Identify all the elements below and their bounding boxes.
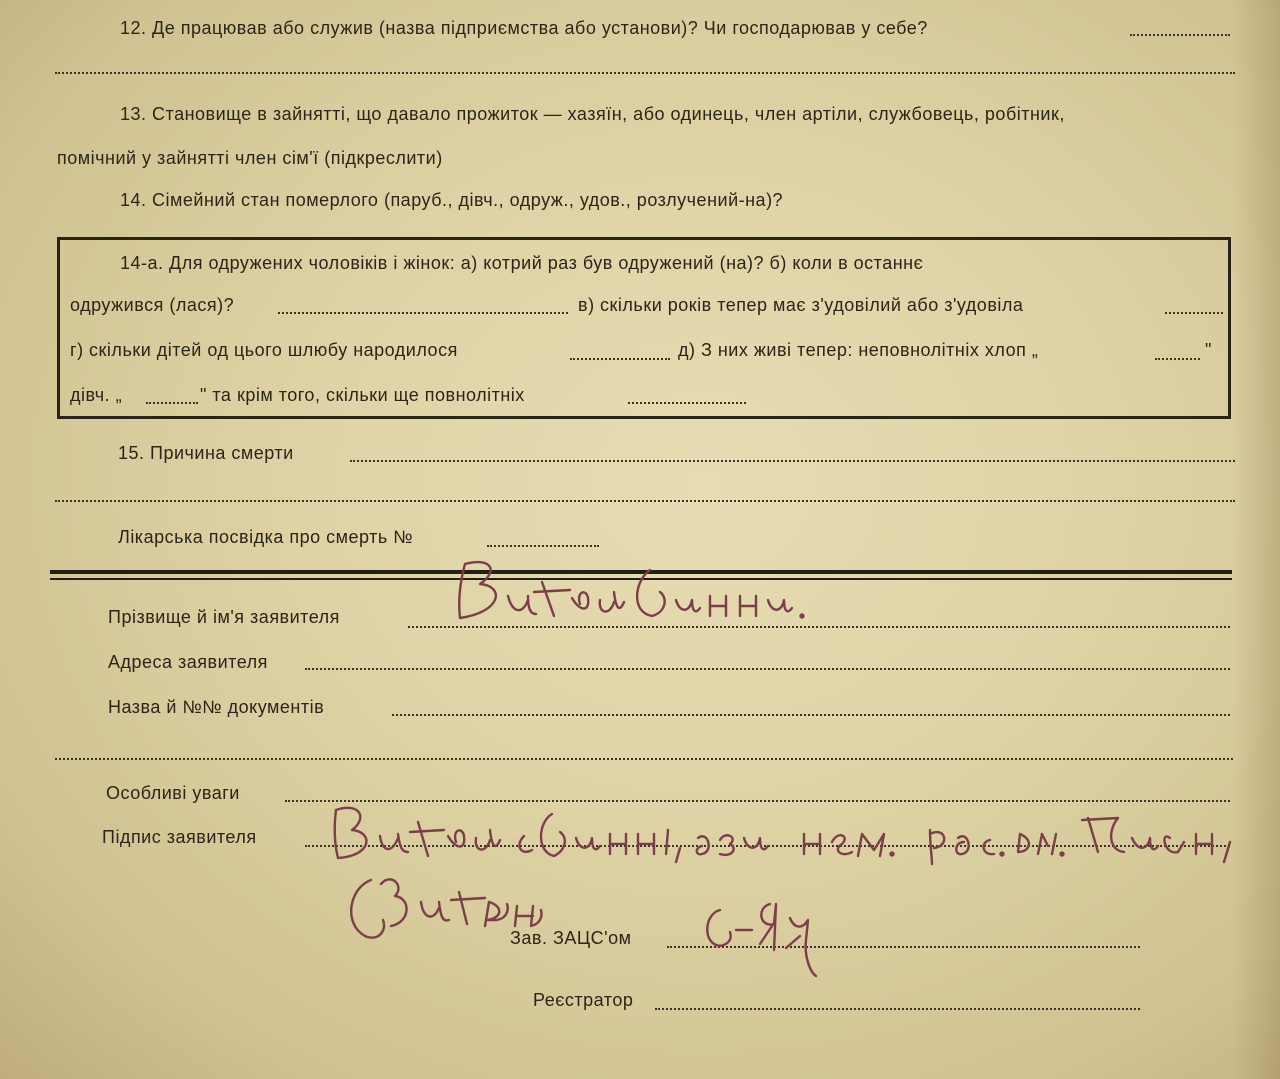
page-edge-shadow (1232, 0, 1280, 1079)
applicant-name-label: Прізвище й ім'я заявителя (108, 607, 340, 627)
registrar-fill-line (655, 1008, 1140, 1010)
q14a-line3c: " (1205, 340, 1212, 360)
handwritten-applicant-name (430, 552, 850, 632)
applicant-docs-fill-line-2 (55, 758, 1233, 760)
q14a-fill-adults (628, 402, 746, 404)
handwritten-stamp-signature (335, 862, 575, 952)
applicant-sign-label: Підпис заявителя (102, 827, 257, 847)
handwritten-head-initials (690, 880, 840, 980)
applicant-docs-fill-line (392, 714, 1230, 716)
q13-text-line2: помічний у зайнятті член сім'ї (підкреслити) (57, 148, 443, 168)
applicant-address-fill-line (305, 668, 1230, 670)
q14a-line3a: г) скільки дітей од цього шлюбу народилося (70, 340, 458, 360)
q14a-fill-marriage-date (278, 312, 568, 314)
q14a-line1: 14-а. Для одружених чоловіків і жінок: а) котрий раз був одружений (на)? б) коли в останнє (120, 253, 924, 273)
q14a-line4b: " та крім того, скільки ще повнолітніх (200, 385, 525, 405)
q12-fill-line-2 (55, 72, 1235, 74)
q12-fill-line (1130, 34, 1230, 36)
q15-fill-line-2 (55, 500, 1235, 502)
applicant-address-label: Адреса заявителя (108, 652, 268, 672)
handwritten-applicant-signature (318, 790, 1238, 870)
q14a-fill-minor-girls (146, 402, 198, 404)
head-zags-label: Зав. ЗАЦС'ом (510, 928, 632, 948)
applicant-docs-label: Назва й №№ документів (108, 697, 325, 717)
applicant-notes-label: Особливі уваги (106, 783, 240, 803)
q14a-line2b: в) скільки років тепер має з'удовілий або з'удовіла (578, 295, 1024, 315)
q14a-fill-minor-boys (1155, 358, 1200, 360)
q14a-line2a: одружився (лася)? (70, 295, 235, 315)
certificate-fill-line (487, 545, 599, 547)
q14a-line3b: д) З них живі тепер: неповнолітніх хлоп „ (678, 340, 1039, 360)
q13-text-line1: 13. Становище в зайнятті, що давало прожиток — хазяїн, або одинець, член артіли, службовець, робітник, (120, 104, 1065, 124)
q14-text: 14. Сімейний стан померлого (паруб., дівч., одруж., удов., розлучений-на)? (120, 190, 784, 210)
q15-text: 15. Причина смерти (118, 443, 294, 463)
q14a-fill-widowed-years (1165, 312, 1223, 314)
certificate-label: Лікарська посвідка про смерть № (118, 527, 414, 547)
q14a-fill-children-born (570, 358, 670, 360)
registrar-label: Реєстратор (533, 990, 634, 1010)
q15-fill-line (350, 460, 1235, 462)
q14a-line4a: дівч. „ (70, 385, 123, 405)
q12-text: 12. Де працював або служив (назва підприємства або установи)? Чи господарював у себе? (120, 18, 928, 38)
